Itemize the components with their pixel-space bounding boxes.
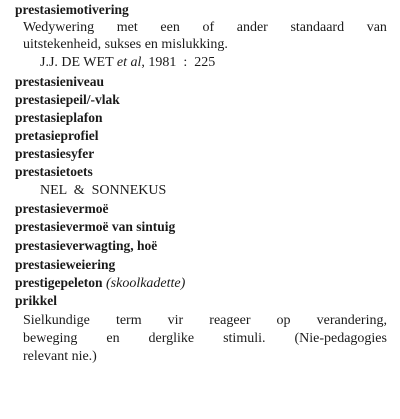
- definition-word: en: [106, 331, 120, 346]
- definition-word: verandering,: [316, 313, 387, 328]
- entry-term: prestasiesyfer: [15, 146, 95, 161]
- reference-author: J.J. DE WET: [40, 55, 114, 70]
- definition-line: [23, 20, 387, 36]
- definition-word: vir: [167, 313, 184, 328]
- definition-word: stimuli.: [223, 331, 266, 346]
- definition-line: [23, 313, 387, 329]
- reference-year-page: 1981 : 225: [148, 55, 216, 70]
- entry-term: prestasiemotivering: [15, 2, 129, 17]
- entry-term: prestasietoets: [15, 164, 93, 179]
- entry-term: prestasievermoë van sintuig: [15, 219, 176, 234]
- definition-word: term: [115, 313, 142, 328]
- entry-term: prestasiepeil/-vlak: [15, 92, 120, 107]
- entry-term: prestasievermoë: [15, 201, 109, 216]
- entry-term: prikkel: [15, 293, 58, 308]
- entry-qualifier: (skoolkadette): [106, 276, 186, 291]
- definition-word: van: [366, 20, 387, 35]
- definition-line: relevant nie.): [23, 349, 97, 364]
- reference-line: J.J. DE WET et al, 1981 : 225: [40, 55, 216, 70]
- definition-word: op: [276, 313, 291, 328]
- entry-term: prestasieverwagting, hoë: [15, 238, 158, 253]
- entry-term: pretasieprofiel: [15, 128, 99, 143]
- reference-author: NEL & SONNEKUS: [40, 183, 167, 198]
- definition-word: Sielkundige: [23, 313, 90, 328]
- definition-line: uitstekenheid, sukses en mislukking.: [23, 37, 228, 52]
- entry-term: prestasieplafon: [15, 110, 103, 125]
- definition-word: (Nie-pedagogies: [294, 331, 387, 346]
- entry-term: prestasieweiering: [15, 257, 116, 272]
- definition-line: [23, 331, 387, 347]
- definition-word: standaard: [290, 20, 345, 35]
- definition-word: reageer: [209, 313, 251, 328]
- entry-with-qualifier: [15, 275, 185, 292]
- definition-word: een: [160, 20, 180, 35]
- definition-word: Wedywering: [23, 20, 95, 35]
- entry-term: prestasieniveau: [15, 74, 105, 89]
- definition-word: ander: [236, 20, 268, 35]
- definition-word: beweging: [23, 331, 78, 346]
- entry-term: prestigepeleton: [15, 275, 103, 290]
- definition-word: met: [116, 20, 138, 35]
- definition-word: of: [202, 20, 215, 35]
- reference-etal: et al: [116, 55, 142, 70]
- definition-word: derglike: [148, 331, 195, 346]
